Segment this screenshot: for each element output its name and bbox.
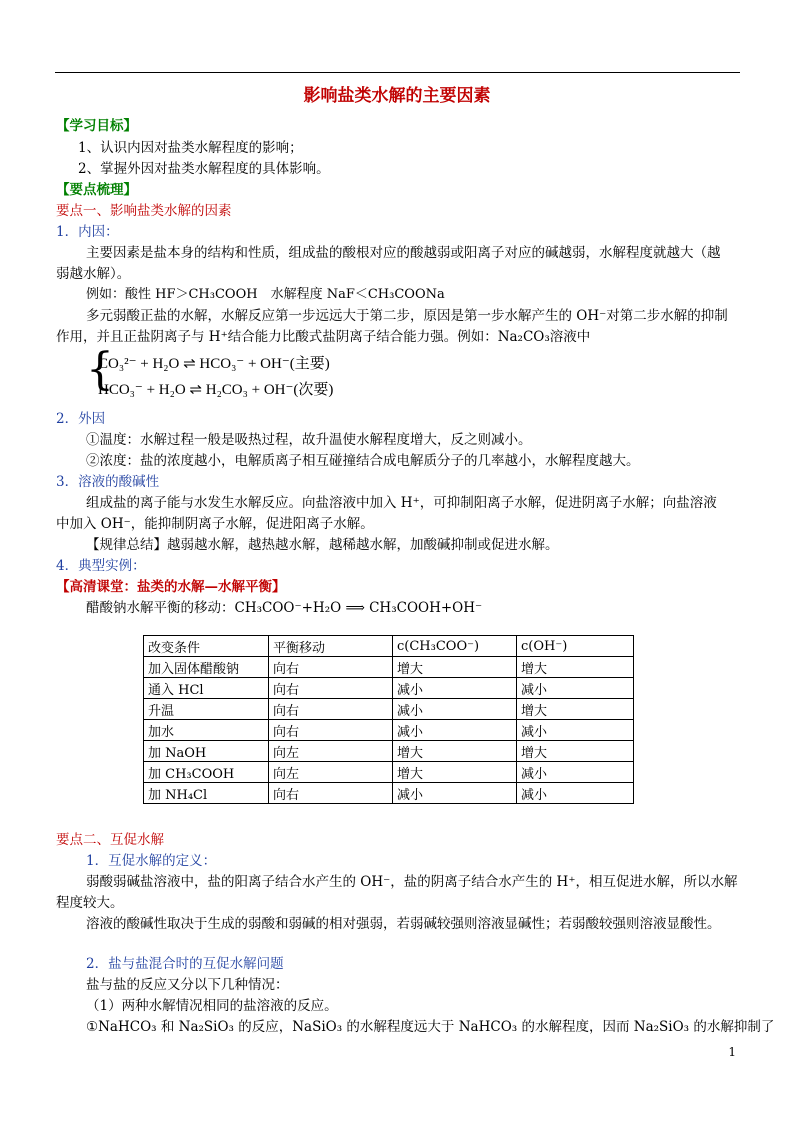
table-cell: 向右 — [269, 678, 393, 699]
table-header: 改变条件 — [144, 636, 269, 657]
point2-heading: 要点二、互促水解 — [56, 832, 164, 848]
table-cell: 向右 — [269, 657, 393, 678]
table-cell: 向右 — [269, 720, 393, 741]
table-cell: 增大 — [517, 741, 634, 762]
paragraph: 弱酸弱碱盐溶液中，盐的阳离子结合水产生的 OH⁻，盐的阴离子结合水产生的 H⁺，相互促进水解，所以水解 — [86, 874, 738, 890]
table-row — [144, 699, 634, 720]
table-cell: 增大 — [517, 699, 634, 720]
table-cell: 向左 — [269, 741, 393, 762]
table-row — [144, 783, 634, 804]
section-4-heading: 4．典型实例： — [56, 558, 146, 574]
equation-brace: { — [86, 344, 114, 395]
table-row — [144, 678, 634, 699]
table-cell: 减小 — [517, 762, 634, 783]
paragraph: 作用，并且正盐阴离子与 H⁺结合能力比酸式盐阴离子结合能力强。例如：Na₂CO₃溶液中 — [56, 329, 591, 345]
table-cell: 减小 — [517, 783, 634, 804]
equilibrium-table — [143, 635, 634, 804]
points-heading: 【要点梳理】 — [56, 182, 137, 198]
table-cell: 减小 — [517, 720, 634, 741]
table-cell: 增大 — [517, 657, 634, 678]
table-header: c(CH₃COO⁻) — [393, 636, 517, 657]
table-row — [144, 657, 634, 678]
goal-1: 1、认识内因对盐类水解程度的影响； — [78, 140, 303, 156]
equation-2: HCO₃⁻ + H₂O ⇌ H₂CO₃ + OH⁻(次要) — [98, 382, 334, 398]
section-2-heading: 2．外因 — [56, 411, 106, 427]
table-cell: 增大 — [393, 741, 517, 762]
subsection-heading: 2．盐与盐混合时的互促水解问题 — [86, 956, 284, 972]
table-cell: 加 CH₃COOH — [144, 762, 269, 783]
header-rule — [55, 72, 740, 73]
page-number: 1 — [728, 1045, 736, 1059]
goals-heading: 【学习目标】 — [56, 118, 137, 134]
paragraph: 溶液的酸碱性取决于生成的弱酸和弱碱的相对强弱，若弱碱较强则溶液显碱性；若弱酸较强则溶液显酸性。 — [86, 916, 721, 932]
subsection-heading: 1．互促水解的定义： — [86, 853, 217, 869]
table-cell: 向左 — [269, 762, 393, 783]
table-cell: 减小 — [393, 699, 517, 720]
table-cell: 减小 — [393, 678, 517, 699]
example-line: 例如：酸性 HF＞CH₃COOH 水解程度 NaF＜CH₃COONa — [86, 287, 445, 302]
summary-line: 【规律总结】越弱越水解，越热越水解，越稀越水解，加酸碱抑制或促进水解。 — [86, 537, 559, 553]
table-row — [144, 720, 634, 741]
paragraph: ①温度：水解过程一般是吸热过程，故升温使水解程度增大，反之则减小。 — [86, 432, 532, 448]
paragraph: ②浓度：盐的浓度越小，电解质离子相互碰撞结合成电解质分子的几率越小，水解程度越大。 — [86, 453, 640, 469]
goal-2: 2、掌握外因对盐类水解程度的具体影响。 — [78, 161, 330, 177]
paragraph: （1）两种水解情况相同的盐溶液的反应。 — [86, 998, 338, 1014]
table-header: 平衡移动 — [269, 636, 393, 657]
paragraph: ①NaHCO₃ 和 Na₂SiO₃ 的反应，NaSiO₃ 的水解程度远大于 NaHCO₃ 的水解程度，因而 Na₂SiO₃ 的水解抑制了 — [86, 1019, 775, 1035]
equation-1: CO₃²⁻ + H₂O ⇌ HCO₃⁻ + OH⁻(主要) — [98, 356, 330, 372]
table-header-row — [144, 636, 634, 657]
paragraph: 主要因素是盐本身的结构和性质，组成盐的酸根对应的酸越弱或阳离子对应的碱越弱，水解程度就越大（越 — [86, 245, 721, 261]
paragraph: 中加入 OH⁻，能抑制阴离子水解，促进阳离子水解。 — [56, 516, 374, 532]
table-header: c(OH⁻) — [517, 636, 634, 657]
class-heading: 【高清课堂：盐类的水解—水解平衡】 — [56, 579, 286, 595]
table-cell: 升温 — [144, 699, 269, 720]
paragraph: 程度较大。 — [56, 895, 124, 911]
table-cell: 向右 — [269, 783, 393, 804]
table-cell: 减小 — [393, 783, 517, 804]
table-cell: 通入 HCl — [144, 678, 269, 699]
table-cell: 减小 — [393, 720, 517, 741]
table-cell: 加入固体醋酸钠 — [144, 657, 269, 678]
table-cell: 加 NH₄Cl — [144, 783, 269, 804]
section-1-heading: 1．内因： — [56, 224, 119, 240]
table-row — [144, 741, 634, 762]
table-cell: 向右 — [269, 699, 393, 720]
page-title: 影响盐类水解的主要因素 — [303, 86, 491, 106]
table-row — [144, 762, 634, 783]
table-cell: 减小 — [517, 678, 634, 699]
table-cell: 加水 — [144, 720, 269, 741]
table-cell: 加 NaOH — [144, 741, 269, 762]
paragraph: 弱越水解）。 — [56, 266, 131, 282]
section-3-heading: 3．溶液的酸碱性 — [56, 474, 160, 490]
table-cell: 增大 — [393, 657, 517, 678]
equation-intro: 醋酸钠水解平衡的移动：CH₃COO⁻+H₂O ⟹ CH₃COOH+OH⁻ — [86, 600, 483, 616]
paragraph: 盐与盐的反应又分以下几种情况： — [86, 977, 289, 993]
point1-heading: 要点一、影响盐类水解的因素 — [56, 203, 232, 219]
paragraph: 多元弱酸正盐的水解，水解反应第一步远远大于第二步，原因是第一步水解产生的 OH⁻对第二步水解的抑制 — [86, 308, 728, 324]
paragraph: 组成盐的离子能与水发生水解反应。向盐溶液中加入 H⁺，可抑制阳离子水解，促进阴离子水解；向盐溶液 — [86, 495, 717, 511]
table-cell: 增大 — [393, 762, 517, 783]
